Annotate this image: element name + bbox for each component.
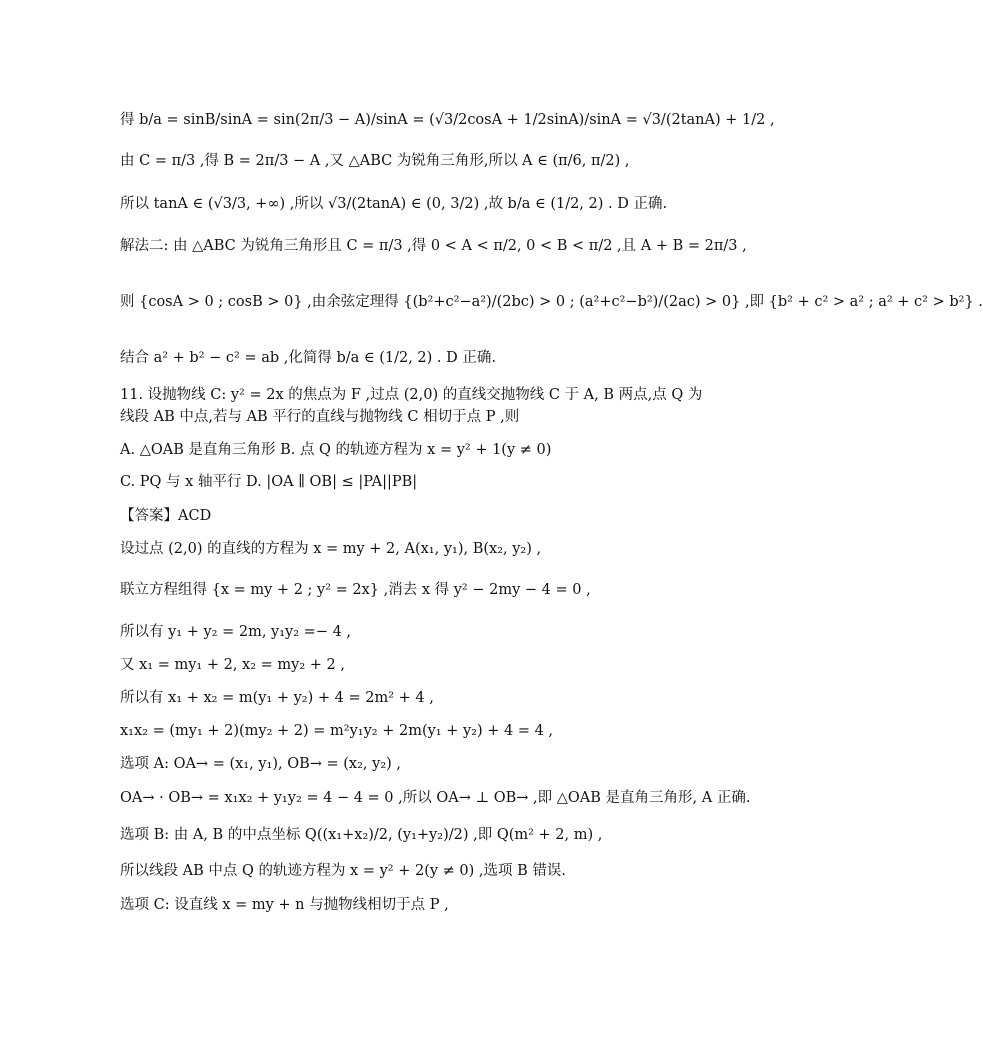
line-option-a-2: OA→ · OB→ = x₁x₂ + y₁y₂ = 4 − 4 = 0 ,所以 OA→ ⊥ OB→ ,即 △OAB 是直角三角形, A 正确. xyxy=(120,790,751,806)
option-line-cd: C. PQ 与 x 轴平行 D. |OA ∥ OB| ≤ |PA||PB| xyxy=(120,474,418,490)
line-option-b-2: 所以线段 AB 中点 Q 的轨迹方程为 x = y² + 2(y ≠ 0) ,选项 B 错误. xyxy=(120,863,567,879)
line-6: 结合 a² + b² − c² = ab ,化简得 b/a ∈ (1/2, 2) . D 正确. xyxy=(120,350,496,366)
answer-label: 【答案】ACD xyxy=(120,508,212,524)
option-line-ab: A. △OAB 是直角三角形 B. 点 Q 的轨迹方程为 x = y² + 1(y ≠ 0) xyxy=(120,442,552,458)
line-solution-2: 联立方程组得 {x = my + 2 ; y² = 2x} ,消去 x 得 y² − 2my − 4 = 0 , xyxy=(120,582,591,598)
line-option-a-1: 选项 A: OA→ = (x₁, y₁), OB→ = (x₂, y₂) , xyxy=(120,756,402,772)
line-solution-1: 设过点 (2,0) 的直线的方程为 x = my + 2, A(x₁, y₁), B(x₂, y₂) , xyxy=(120,541,542,557)
line-1: 得 b/a = sinB/sinA = sin(2π/3 − A)/sinA = (√3/2cosA + 1/2sinA)/sinA = √3/(2tanA) + 1/2 , xyxy=(120,112,775,128)
line-solution-4: 又 x₁ = my₁ + 2, x₂ = my₂ + 2 , xyxy=(120,657,345,673)
line-2: 由 C = π/3 ,得 B = 2π/3 − A ,又 △ABC 为锐角三角形,所以 A ∈ (π/6, π/2) , xyxy=(120,153,630,169)
line-option-b-1: 选项 B: 由 A, B 的中点坐标 Q((x₁+x₂)/2, (y₁+y₂)/2) ,即 Q(m² + 2, m) , xyxy=(120,827,603,843)
line-3: 所以 tanA ∈ (√3/3, +∞) ,所以 √3/(2tanA) ∈ (0, 3/2) ,故 b/a ∈ (1/2, 2) . D 正确. xyxy=(120,196,668,212)
line-4: 解法二: 由 △ABC 为锐角三角形且 C = π/3 ,得 0 < A < π/2, 0 < B < π/2 ,且 A + B = 2π/3 , xyxy=(120,238,747,254)
line-solution-5: 所以有 x₁ + x₂ = m(y₁ + y₂) + 4 = 2m² + 4 , xyxy=(120,690,434,706)
question-11: 11. 设抛物线 C: y² = 2x 的焦点为 F ,过点 (2,0) 的直线交抛物线 C 于 A, B 两点,点 Q 为线段 AB 中点,若与 AB 平行的直线与抛物线 C 相切于点 P ,则 xyxy=(120,387,703,425)
line-5: 则 {cosA > 0 ; cosB > 0} ,由余弦定理得 {(b²+c²−a²)/(2bc) > 0 ; (a²+c²−b²)/(2ac) > 0} ,即 {b² + c² > a² ; a² + c² > b²} . xyxy=(120,294,983,310)
line-solution-6: x₁x₂ = (my₁ + 2)(my₂ + 2) = m²y₁y₂ + 2m(y₁ + y₂) + 4 = 4 , xyxy=(120,723,554,739)
line-option-c-1: 选项 C: 设直线 x = my + n 与抛物线相切于点 P , xyxy=(120,897,449,913)
line-solution-3: 所以有 y₁ + y₂ = 2m, y₁y₂ =− 4 , xyxy=(120,624,352,640)
